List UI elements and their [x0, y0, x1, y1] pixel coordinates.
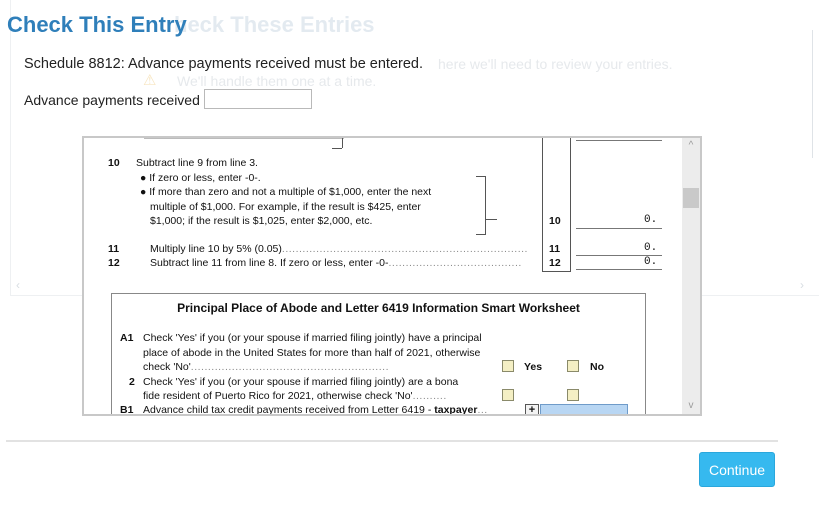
line-10-number: 10	[108, 157, 120, 169]
a1-line-1: Check 'Yes' if you (or your spouse if married filing jointly) have a principal	[143, 332, 482, 344]
line-10-box-label: 10	[549, 215, 561, 227]
scroll-up-icon[interactable]: ^	[688, 140, 694, 151]
a1-line-3	[143, 361, 389, 373]
a2-line-2-text: fide resident of Puerto Rico for 2021, otherwise check 'No'	[143, 390, 413, 402]
scroll-thumb[interactable]	[683, 188, 699, 208]
b1-number: B1	[120, 404, 134, 416]
line-12-text	[150, 257, 522, 269]
a1-line-3-text: check 'No'	[143, 361, 191, 373]
line-12-leader: .......................................	[388, 257, 522, 269]
a2-line-2	[143, 390, 447, 402]
line-10-bullet-2c: $1,000; if the result is $1,025, enter $2,000, etc.	[150, 215, 373, 227]
line-11-box-label: 11	[549, 243, 561, 255]
warning-icon: ⚠	[143, 72, 157, 89]
background-dialog-title: heck These Entries	[174, 12, 375, 37]
line-12-value: 0.	[644, 256, 658, 268]
form-box-column-left	[542, 138, 543, 272]
advance-payments-label: Advance payments received	[24, 92, 200, 108]
line-12-box-label: 12	[549, 257, 561, 269]
line-11-value: 0.	[644, 242, 658, 254]
line-10-bracket	[476, 176, 486, 235]
line-10-value: 0.	[644, 214, 658, 226]
form-top-rule	[144, 138, 344, 139]
line-10-amount-rule	[576, 228, 662, 229]
background-dialog-description: here we'll need to review your entries.	[438, 56, 673, 72]
a2-no-checkbox[interactable]	[567, 389, 579, 401]
background-dialog-edge	[812, 30, 813, 158]
a2-leader: ..........	[412, 390, 447, 402]
line-11-number: 11	[108, 243, 120, 255]
a1-line-2: place of abode in the United States for more than half of 2021, otherwise	[143, 347, 481, 359]
line-11-text-label: Multiply line 10 by 5% (0.05)	[150, 243, 282, 255]
line-10-text: Subtract line 9 from line 3.	[136, 157, 258, 169]
line-12-text-label: Subtract line 11 from line 8. If zero or less, enter -0-	[150, 257, 389, 269]
continue-button[interactable]: Continue	[699, 452, 775, 487]
a1-number: A1	[120, 332, 134, 344]
a1-no-checkbox[interactable]	[567, 360, 579, 372]
form-scrollbar[interactable]	[682, 138, 700, 414]
line-10-bracket-pointer	[485, 219, 497, 220]
schedule-8812-form	[84, 138, 682, 414]
no-label: No	[590, 361, 604, 373]
chevron-left-icon[interactable]: ‹	[16, 278, 20, 292]
smart-worksheet	[111, 293, 646, 416]
line-12-amount-rule	[576, 269, 662, 270]
b1-text: Advance child tax credit payments received from Letter 6419 -	[143, 404, 435, 416]
form-box-column-right	[570, 138, 571, 272]
a2-line-1: Check 'Yes' if you (or your spouse if married filing jointly) are a bona	[143, 376, 459, 388]
line-12-box-bottom	[542, 271, 570, 272]
b1-leader: ...	[477, 404, 488, 416]
line-11-leader: ........................................................................	[281, 243, 528, 255]
line-10-bullet-1-text: If zero or less, enter -0-.	[149, 172, 261, 184]
error-message: Schedule 8812: Advance payments received must be entered.	[24, 56, 424, 72]
background-dialog-subtitle: We'll handle them one at a time.	[177, 73, 377, 89]
line-12-number: 12	[108, 257, 120, 269]
form-viewer[interactable]	[82, 136, 702, 416]
a1-yes-checkbox[interactable]	[502, 360, 514, 372]
advance-payments-input[interactable]	[204, 89, 312, 109]
form-top-tick	[342, 138, 343, 148]
yes-label: Yes	[524, 361, 543, 373]
line-10-bullet-2a-text: If more than zero and not a multiple of $1,000, enter the next	[149, 186, 432, 198]
form-top-tick-h	[332, 148, 342, 149]
a2-number: 2	[129, 376, 135, 388]
b1-amount-field[interactable]	[540, 404, 628, 416]
line-10-bullet-2: ● If more than zero and not a multiple of $1,000, enter the next	[140, 186, 432, 198]
line-11-text	[150, 243, 528, 255]
line-10-bullet-2b: multiple of $1,000. For example, if the result is $425, enter	[150, 201, 421, 213]
dialog-title: Check This Entry	[7, 12, 187, 37]
a1-leader: ..........................................................	[190, 361, 389, 373]
chevron-right-icon[interactable]: ›	[800, 278, 804, 292]
footer-divider	[6, 440, 778, 442]
b1-taxpayer-label: taxpayer	[434, 404, 478, 416]
scroll-down-icon[interactable]: v	[688, 400, 694, 411]
line-10-bullet-1: ● If zero or less, enter -0-.	[140, 172, 261, 184]
a2-yes-checkbox[interactable]	[502, 389, 514, 401]
form-top-amount-rule	[576, 140, 662, 141]
b1-line	[143, 404, 488, 416]
plus-icon[interactable]: +	[525, 404, 539, 416]
smart-worksheet-title: Principal Place of Abode and Letter 6419 Information Smart Worksheet	[177, 301, 580, 315]
